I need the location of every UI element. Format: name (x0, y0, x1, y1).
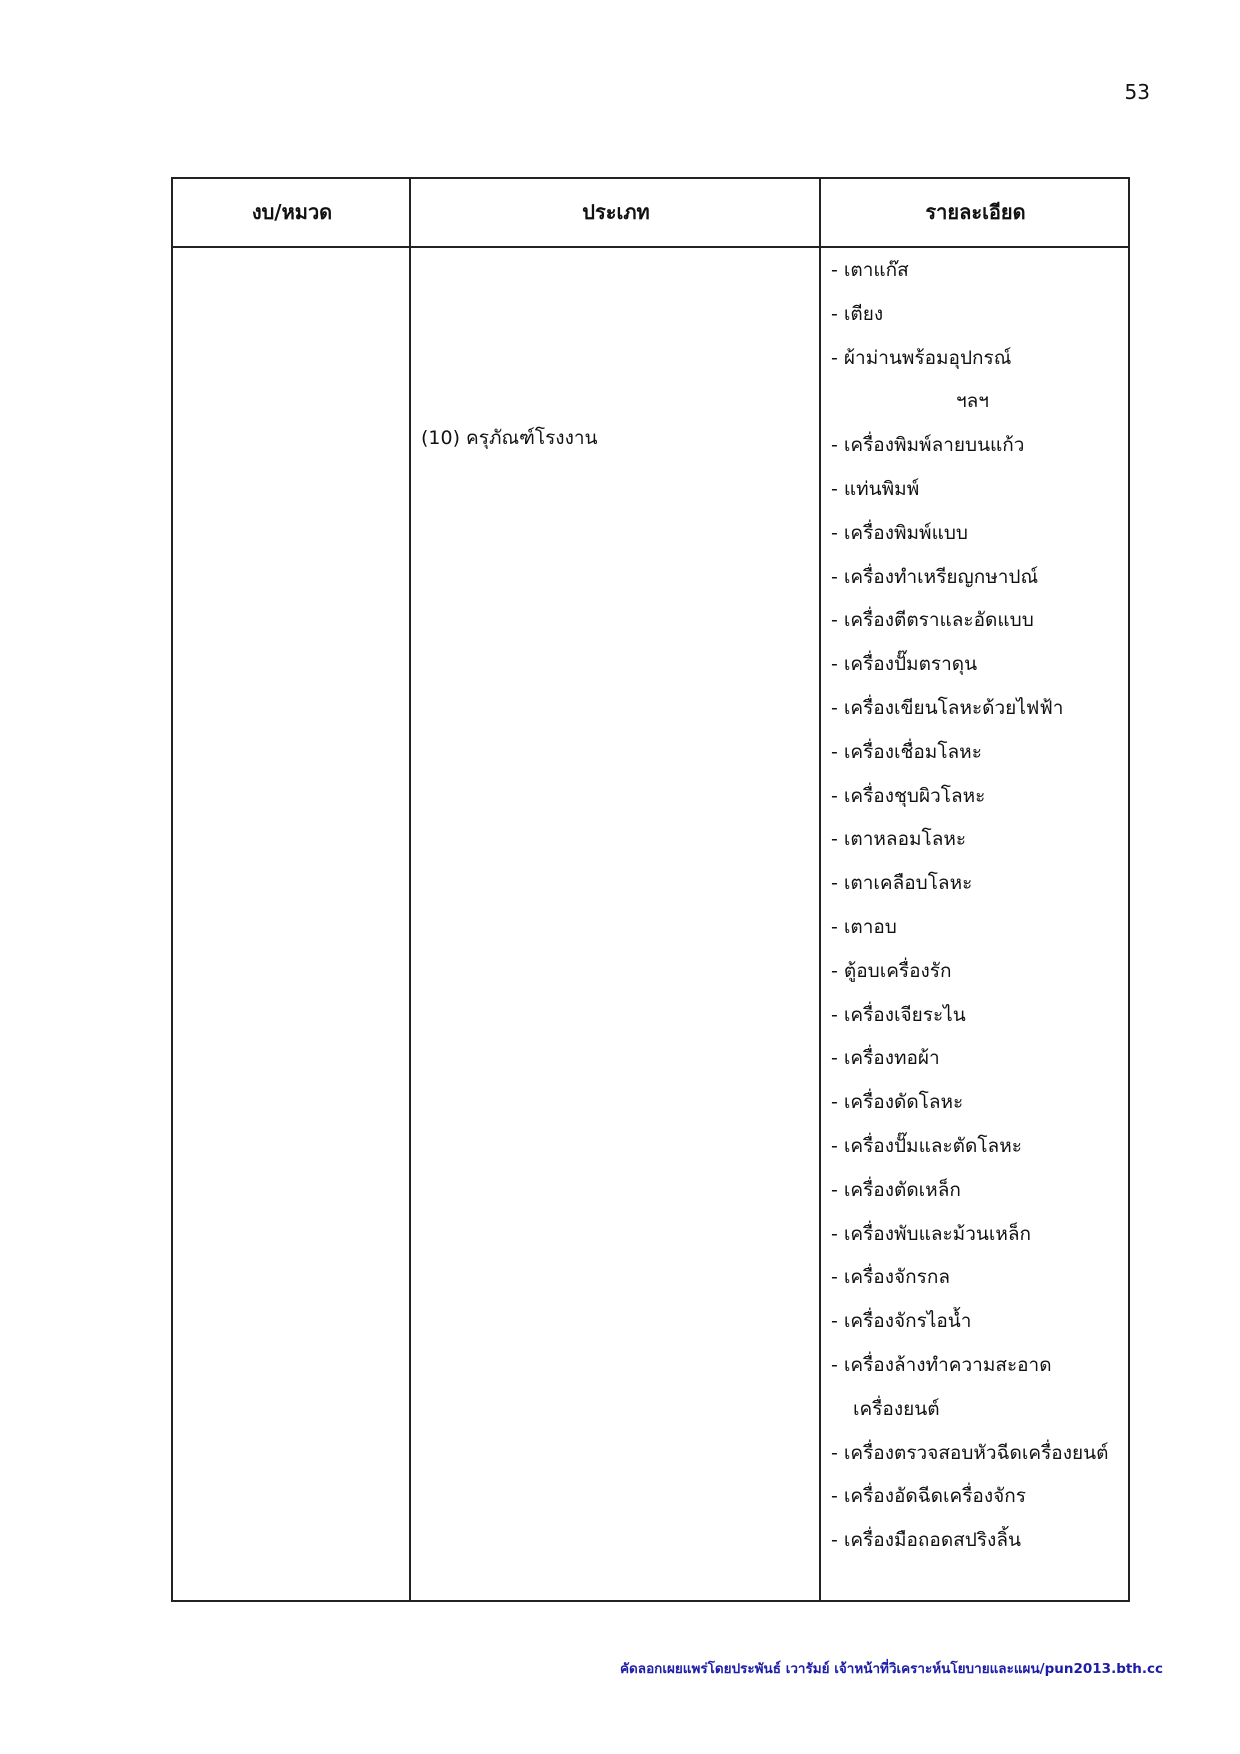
list-item: - เครื่องมือถอดสปริงลิ้น (831, 1529, 1021, 1552)
list-item: - เครื่องปั๊มและตัดโลหะ (831, 1134, 1022, 1157)
list-item: - ตู้อบเครื่องรัก (831, 959, 952, 982)
list-item: - เตาอบ (831, 915, 897, 938)
list-item: - เครื่องทำเหรียญกษาปณ์ (831, 565, 1039, 588)
list-item: - เครื่องตีตราและอัดแบบ (831, 609, 1034, 632)
list-item: - เครื่องพิมพ์แบบ (831, 521, 968, 544)
list-item: - เตียง (831, 302, 884, 325)
list-item: - เครื่องพิมพ์ลายบนแก้ว (831, 434, 1025, 457)
list-item: - เครื่องเขียนโลหะด้วยไฟฟ้า (831, 696, 1064, 719)
list-item: - เครื่องจักรไอน้ำ (831, 1310, 972, 1333)
page-number: 53 (1124, 80, 1150, 104)
list-item-continuation: ฯลฯ (956, 390, 989, 413)
list-item: - เตาเคลือบโลหะ (831, 872, 973, 895)
list-item: - เครื่องชุบผิวโลหะ (831, 784, 986, 807)
list-item: - เตาหลอมโลหะ (831, 828, 967, 851)
table-header-row (173, 179, 1128, 248)
list-item: - เครื่องตัดเหล็ก (831, 1178, 961, 1201)
list-item: - เครื่องล้างทำความสะอาด (831, 1353, 1052, 1376)
list-item: - เครื่องดัดโลหะ (831, 1091, 964, 1114)
list-item: - ผ้าม่านพร้อมอุปกรณ์ (831, 346, 1012, 369)
footer-credit: คัดลอกเผยแพร่โดยประพันธ์ เวารัมย์ เจ้าหน้าที่วิเคราะห์นโยบายและแผน/pun2013.bth.cc (620, 1661, 1164, 1677)
list-item: - เครื่องเชื่อมโลหะ (831, 740, 982, 763)
header-type: ประเภท (582, 200, 650, 224)
details-list (831, 250, 1108, 1564)
list-item: - เครื่องเจียระไน (831, 1003, 966, 1026)
list-item: - เตาแก๊ส (831, 259, 909, 281)
list-item: - แท่นพิมพ์ (831, 477, 920, 500)
list-item: - เครื่องตรวจสอบหัวฉีดเครื่องยนต์ (831, 1441, 1109, 1464)
list-item: - เครื่องจักรกล (831, 1266, 950, 1289)
column-divider (819, 179, 821, 1600)
list-item: - เครื่องทอผ้า (831, 1047, 940, 1070)
list-item: - เครื่องปั๊มตราดุน (831, 653, 978, 676)
list-item: - เครื่องอัดฉีดเครื่องจักร (831, 1485, 1026, 1508)
list-item-continuation: เครื่องยนต์ (853, 1397, 940, 1420)
budget-table (171, 177, 1130, 1602)
column-divider (409, 179, 411, 1600)
header-details: รายละเอียด (925, 200, 1026, 224)
type-label: (10) ครุภัณฑ์โรงงาน (421, 427, 598, 449)
list-item: - เครื่องพับและม้วนเหล็ก (831, 1222, 1032, 1245)
header-category: งบ/หมวด (251, 200, 333, 224)
